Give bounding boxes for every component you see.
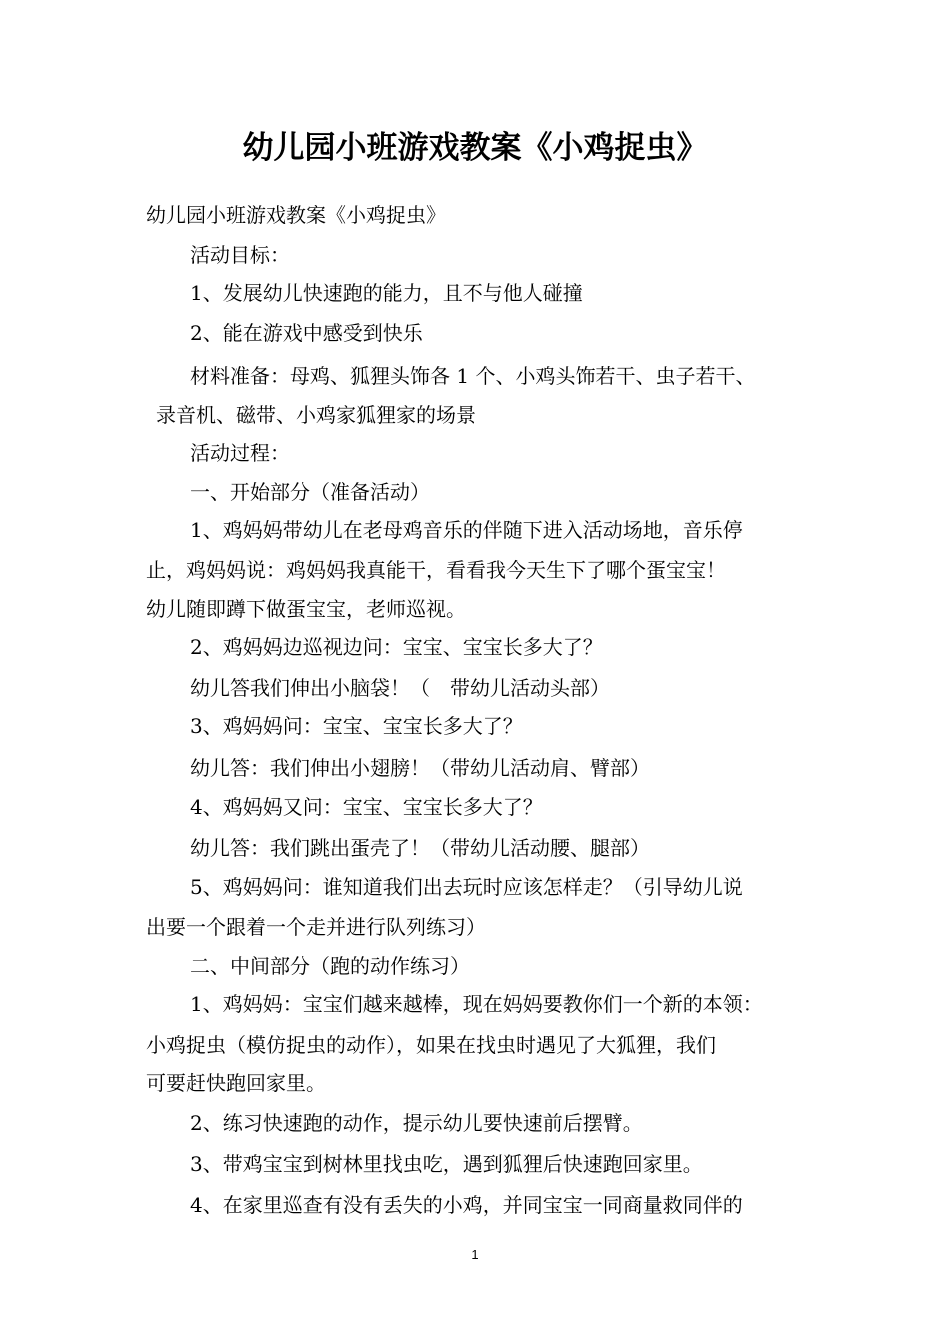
section-heading-process: 活动过程： <box>190 441 290 465</box>
paragraph-line: 幼儿答：我们伸出小翅膀！（带幼儿活动肩、臂部） <box>190 756 650 780</box>
paragraph-line: 可要赶快跑回家里。 <box>146 1071 326 1095</box>
subsection-heading: 一、开始部分（准备活动） <box>190 480 430 504</box>
page-number: 1 <box>471 1247 479 1262</box>
paragraph-line: 2、练习快速跑的动作，提示幼儿要快速前后摆臂。 <box>190 1111 643 1135</box>
paragraph-line: 1、鸡妈妈：宝宝们越来越棒，现在妈妈要教你们一个新的本领： <box>190 992 763 1016</box>
paragraph-line: 4、在家里巡查有没有丢失的小鸡，并同宝宝一同商量救同伴的 <box>190 1193 743 1217</box>
paragraph-line: 小鸡捉虫（模仿捉虫的动作），如果在找虫时遇见了大狐狸，我们 <box>146 1033 716 1057</box>
document-subtitle: 幼儿园小班游戏教案《小鸡捉虫》 <box>146 203 446 227</box>
section-heading-goals: 活动目标： <box>190 243 290 267</box>
paragraph-line: 2、鸡妈妈边巡视边问：宝宝、宝宝长多大了？ <box>190 635 603 659</box>
paragraph-line: 1、鸡妈妈带幼儿在老母鸡音乐的伴随下进入活动场地，音乐停 <box>190 518 743 542</box>
paragraph-line: 幼儿随即蹲下做蛋宝宝，老师巡视。 <box>146 597 466 621</box>
subsection-heading: 二、中间部分（跑的动作练习） <box>190 954 470 978</box>
paragraph-line: 材料准备：母鸡、狐狸头饰各 1 个、小鸡头饰若干、虫子若干、 <box>190 364 756 388</box>
paragraph-line: 幼儿答我们伸出小脑袋！（ 带幼儿活动头部） <box>190 676 610 700</box>
paragraph-line: 录音机、磁带、小鸡家狐狸家的场景 <box>156 403 476 427</box>
paragraph-line: 3、鸡妈妈问：宝宝、宝宝长多大了？ <box>190 714 523 738</box>
paragraph-line: 出要一个跟着一个走并进行队列练习） <box>146 915 486 939</box>
paragraph-line: 2、能在游戏中感受到快乐 <box>190 321 423 345</box>
paragraph-line: 4、鸡妈妈又问：宝宝、宝宝长多大了？ <box>190 795 543 819</box>
paragraph-line: 3、带鸡宝宝到树林里找虫吃，遇到狐狸后快速跑回家里。 <box>190 1152 703 1176</box>
document-title: 幼儿园小班游戏教案《小鸡捉虫》 <box>242 130 708 166</box>
paragraph-line: 5、鸡妈妈问：谁知道我们出去玩时应该怎样走？（引导幼儿说 <box>190 875 743 899</box>
paragraph-line: 止，鸡妈妈说：鸡妈妈我真能干，看看我今天生下了哪个蛋宝宝！ <box>146 558 726 582</box>
paragraph-line: 幼儿答：我们跳出蛋壳了！（带幼儿活动腰、腿部） <box>190 836 650 860</box>
paragraph-line: 1、发展幼儿快速跑的能力，且不与他人碰撞 <box>190 281 583 305</box>
